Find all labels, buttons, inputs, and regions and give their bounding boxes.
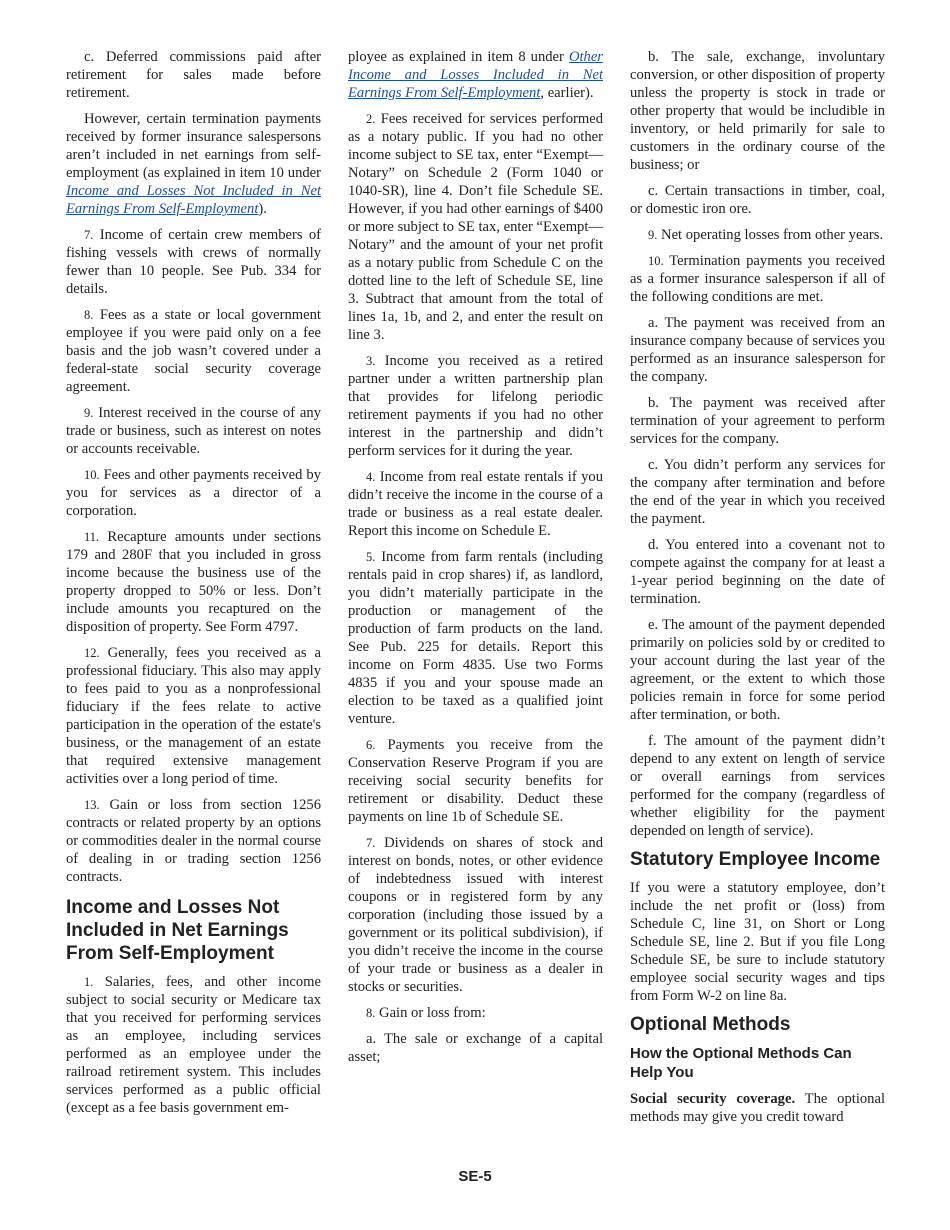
link-income-losses-not-included[interactable]: Income and Losses Not Included in Net Earnings From Self-Employment	[66, 183, 321, 217]
column-left	[66, 48, 321, 1125]
list-subitem-8a: a. The sale or exchange of a capital asset;	[348, 1031, 603, 1065]
list-subitem-10d: d. You entered into a covenant not to compete against the company for at least a 1-year period beginning on the date of termination.	[630, 537, 885, 607]
item-number: 7.	[84, 228, 94, 242]
item-number: 9.	[648, 228, 658, 242]
column-right	[630, 48, 885, 1134]
item-number: 11.	[84, 530, 100, 544]
paragraph-however: However, certain termination payments received by former insurance salespersons aren’t included in net earnings from self-employment (as explained in item 10 under Income and Losses Not Included in Net Earnings From Self-Employment).	[66, 111, 321, 217]
list-item-13: 13. Gain or loss from section 1256 contracts or related property by an options or commodities dealer in the normal course of dealing in or trading section 1256 contracts.	[66, 797, 321, 885]
item-number: 10.	[648, 254, 664, 268]
list-subitem-8b: b. The sale, exchange, involuntary conversion, or other disposition of property unless the property is stock in trade or other property that would be includible in inventory, or held primarily for sale to customers in the ordinary course of the business; or	[630, 49, 885, 173]
list-subitem-8c: c. Certain transactions in timber, coal, or domestic iron ore.	[630, 183, 885, 217]
item-number: 2.	[366, 112, 376, 126]
list-item-11: 11. Recapture amounts under sections 179 and 280F that you included in gross income because the business use of the property dropped to 50% or less. Don’t include amounts you recaptured on the disposition of property. See Form 4797.	[66, 529, 321, 635]
list-item-not-included-3: 3. Income you received as a retired partner under a written partnership plan that provides for lifelong periodic retirement payments if you had no other interest in the partnership and didn’t perform services for it during the year.	[348, 353, 603, 459]
column-middle	[348, 48, 603, 1074]
list-item-not-included-4: 4. Income from real estate rentals if you didn’t receive the income in the course of a trade or business as a real estate dealer. Report this income on Schedule E.	[348, 469, 603, 539]
item-number: 1.	[84, 975, 94, 989]
link-other-income-included[interactable]: Other Income and Losses Included in Net Earnings From Self-Employment	[348, 49, 603, 101]
page-number: SE-5	[458, 1168, 492, 1185]
item-number: 5.	[366, 550, 376, 564]
list-subitem-10a: a. The payment was received from an insurance company because of services you performed as an insurance salesperson for the company.	[630, 315, 885, 385]
list-item-7: 7. Income of certain crew members of fishing vessels with crews of normally fewer than 10 people. See Pub. 334 for details.	[66, 227, 321, 297]
list-item-not-included-8: 8. Gain or loss from:	[366, 1005, 486, 1021]
subheading-optional-methods-help: How the Optional Methods Can Help You	[630, 1045, 852, 1081]
item-number: 6.	[366, 738, 376, 752]
list-subitem-10c: c. You didn’t perform any services for the company after termination and before the end of the year in which you received the payment.	[630, 457, 885, 527]
list-subitem-10f: f. The amount of the payment didn’t depend to any extent on length of service or overall earnings from services performed for the company (regardless of whether eligibility for the payment depended on length of service).	[630, 733, 885, 839]
list-item-8: 8. Fees as a state or local government employee if you were paid only on a fee basis and the job wasn’t covered under a federal-state social security coverage agreement.	[66, 307, 321, 395]
item-number: 8.	[84, 308, 94, 322]
list-item-9: 9. Interest received in the course of any trade or business, such as interest on notes or accounts receivable.	[66, 405, 321, 457]
list-item-not-included-2: 2. Fees received for services performed as a notary public. If you had no other income subject to SE tax, enter “Exempt—Notary” on Schedule 2 (Form 1040 or 1040-SR), line 4. Don’t file Schedule SE. However, if you had other earnings of $400 or more subject to SE tax, enter “Exempt—Notary” and the amount of your net profit as a notary public from Schedule C on the dotted line to the left of Schedule SE, line 3. Subtract that amount from the total of lines 1a, 1b, and 2, and enter the result on line 3.	[348, 111, 604, 343]
paragraph-continuation: ployee as explained in item 8 under Other Income and Losses Included in Net Earnings From Self-Employment, earlier).	[348, 49, 603, 101]
run-in-heading: Social security coverage.	[630, 1091, 796, 1107]
list-subitem-10e: e. The amount of the payment depended primarily on policies sold by or credited to your account during the last year of the agreement, or the extent to which those policies remain in force for some period after termination, or both.	[630, 617, 885, 723]
list-item-10: 10. Fees and other payments received by you for services as a director of a corporation.	[66, 467, 321, 519]
item-number: 13.	[84, 798, 100, 812]
list-item-12: 12. Generally, fees you received as a professional fiduciary. This also may apply to fees paid to you as a nonprofessional fiduciary if the fees relate to active participation in the operation of the estate's business, or the management of an estate that required extensive management activities over a long period of time.	[66, 645, 321, 787]
item-number: 10.	[84, 468, 100, 482]
item-number: 4.	[366, 470, 376, 484]
item-number: 3.	[366, 354, 376, 368]
item-number: 12.	[84, 646, 100, 660]
list-item-not-included-10: 10. Termination payments you received as a former insurance salesperson if all of the following conditions are met.	[630, 253, 885, 305]
paragraph-statutory: If you were a statutory employee, don’t include the net profit or (loss) from Schedule C, line 31, on Short or Long Schedule SE, line 2. But if you file Long Schedule SE, be sure to include statutory employee social security wages and tips from Form W-2 on line 8a.	[630, 880, 885, 1004]
item-number: 9.	[84, 406, 94, 420]
section-heading-optional-methods: Optional Methods	[630, 1014, 791, 1035]
list-item-not-included-7: 7. Dividends on shares of stock and interest on bonds, notes, or other evidence of indebtedness issued with interest coupons or in registered form by any corporation (including those issued by a government or its political subdivision), if you didn’t receive the income in the course of your trade or business as a dealer in stocks or securities.	[348, 835, 603, 995]
list-item-not-included-5: 5. Income from farm rentals (including rentals paid in crop shares) if, as landlord, you didn’t materially participate in the production or management of the production of farm products on the land. See Pub. 225 for details. Report this income on Form 4835. Use two Forms 4835 if you and your spouse made an election to be taxed as a qualified joint venture.	[348, 549, 603, 727]
list-subitem-10b: b. The payment was received after termination of your agreement to perform services for the company.	[630, 395, 885, 447]
list-item-not-included-9: 9. Net operating losses from other years.	[648, 227, 884, 243]
list-item-not-included-6: 6. Payments you receive from the Conservation Reserve Program if you are receiving social security benefits for retirement or disability. Deduct these payments on line 1b of Schedule SE.	[348, 737, 603, 825]
item-number: 7.	[366, 836, 376, 850]
section-heading-not-included: Income and Losses Not Included in Net Earnings From Self-Employment	[66, 897, 289, 964]
list-item-not-included-1: 1. Salaries, fees, and other income subject to social security or Medicare tax that you received for performing services as an employee, including services performed as an employee under the railroad retirement system. This includes services performed as a public official (except as a fee basis government em-	[66, 974, 321, 1116]
item-number: 8.	[366, 1006, 376, 1020]
paragraph-deferred-commissions: c. Deferred commissions paid after retirement for sales made before retirement.	[66, 49, 321, 101]
paragraph-social-security-coverage: Social security coverage. The optional methods may give you credit toward	[630, 1091, 886, 1125]
section-heading-statutory: Statutory Employee Income	[630, 849, 881, 870]
